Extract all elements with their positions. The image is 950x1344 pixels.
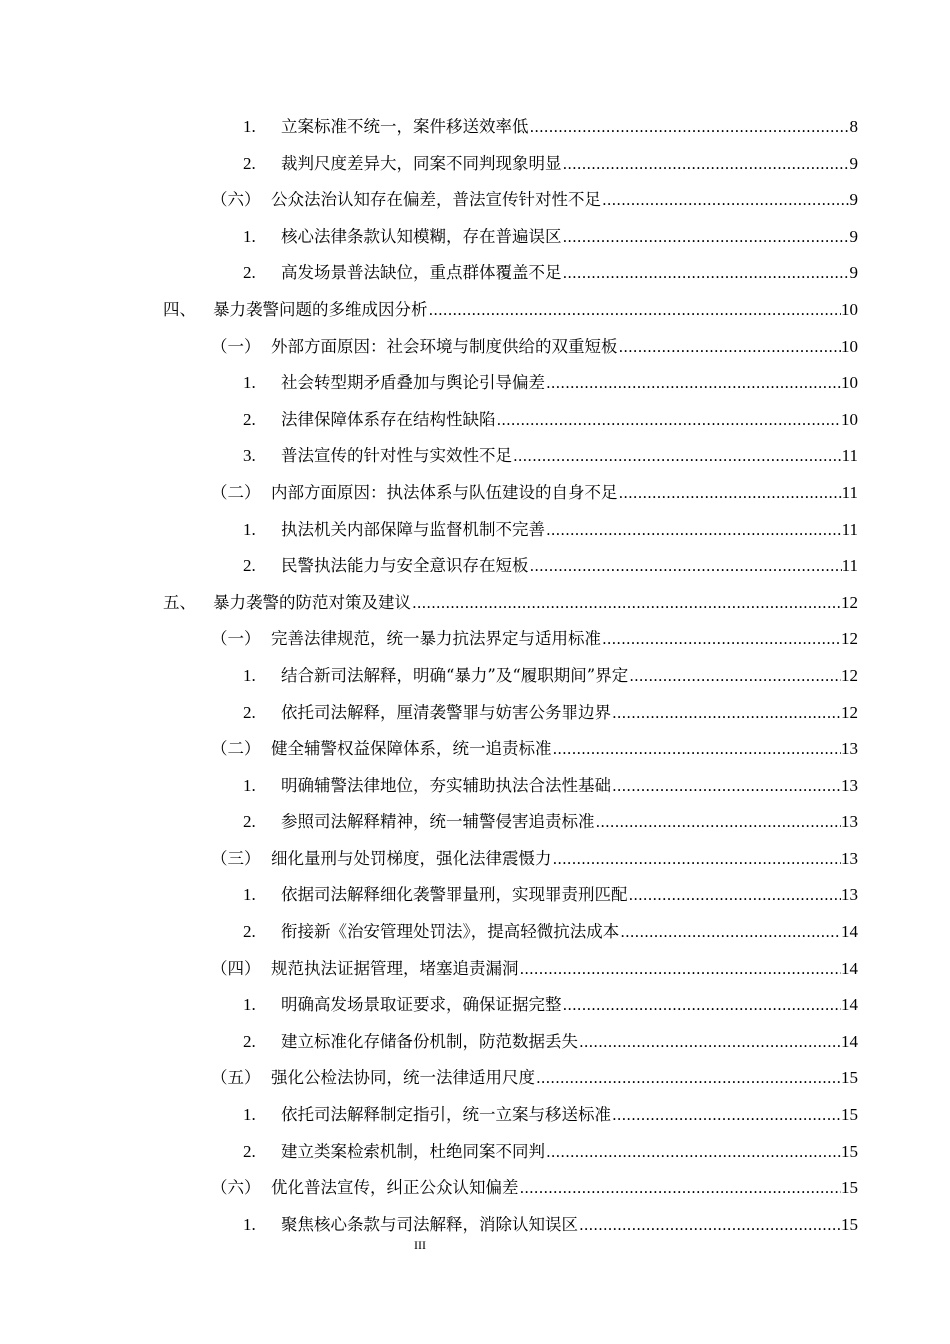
toc-entry-page: 9 bbox=[849, 226, 858, 246]
toc-entry-line bbox=[281, 1032, 858, 1052]
toc-entry-title: 细化量刑与处罚梯度，强化法律震慑力 bbox=[271, 848, 552, 868]
toc-entry-number: 五、 bbox=[163, 592, 196, 612]
toc-entry-line bbox=[281, 410, 858, 430]
dot-leader bbox=[546, 520, 842, 540]
toc-entry-number: 2. bbox=[243, 812, 256, 832]
toc-entry[interactable] bbox=[0, 951, 950, 988]
toc-entry[interactable] bbox=[0, 731, 950, 768]
toc-entry-title: 明确辅警法律地位，夯实辅助执法合法性基础 bbox=[281, 775, 611, 795]
toc-entry-number: （六） bbox=[211, 190, 261, 210]
dot-leader bbox=[412, 593, 841, 613]
toc-entry-title: 依托司法解释，厘清袭警罪与妨害公务罪边界 bbox=[281, 702, 611, 722]
toc-entry[interactable] bbox=[0, 658, 950, 695]
toc-entry[interactable] bbox=[0, 768, 950, 805]
toc-entry-title: 裁判尺度差异大，同案不同判现象明显 bbox=[281, 153, 562, 173]
dot-leader bbox=[612, 703, 841, 723]
toc-entry-number: 2. bbox=[243, 1031, 256, 1051]
toc-entry[interactable] bbox=[0, 548, 950, 585]
toc-entry-number: 2. bbox=[243, 556, 256, 576]
dot-leader bbox=[520, 1178, 842, 1198]
toc-entry-title: 衔接新《治安管理处罚法》，提高轻微抗法成本 bbox=[281, 922, 620, 942]
toc-entry-number: （一） bbox=[211, 336, 261, 356]
toc-entry[interactable] bbox=[0, 512, 950, 549]
toc-entry-title: 依据司法解释细化袭警罪量刑，实现罪责刑匹配 bbox=[281, 885, 628, 905]
toc-entry-line bbox=[213, 300, 858, 320]
dot-leader bbox=[520, 959, 842, 979]
toc-entry-page: 10 bbox=[841, 299, 858, 319]
toc-entry-title: 立案标准不统一，案件移送效率低 bbox=[281, 117, 529, 136]
toc-entry-page: 9 bbox=[849, 263, 858, 283]
toc-entry[interactable] bbox=[0, 841, 950, 878]
toc-entry-title: 民警执法能力与安全意识存在短板 bbox=[281, 556, 529, 576]
toc-entry-page: 12 bbox=[841, 665, 858, 685]
toc-entry-title: 外部方面原因：社会环境与制度供给的双重短板 bbox=[271, 336, 618, 356]
toc-entry[interactable] bbox=[0, 585, 950, 622]
toc-entry[interactable] bbox=[0, 219, 950, 256]
toc-entry-page: 13 bbox=[841, 739, 858, 759]
toc-entry-number: 1. bbox=[243, 226, 256, 246]
toc-entry-page: 14 bbox=[841, 922, 858, 942]
toc-entry-title: 核心法律条款认知模糊，存在普遍误区 bbox=[281, 226, 562, 246]
dot-leader bbox=[620, 922, 841, 942]
toc-entry-title: 完善法律规范，统一暴力抗法界定与适用标准 bbox=[271, 629, 601, 649]
toc-entry-line bbox=[281, 995, 858, 1015]
toc-entry-title: 规范执法证据管理，堵塞追责漏洞 bbox=[271, 958, 519, 978]
toc-entry-page: 15 bbox=[841, 1105, 858, 1125]
toc-entry-line bbox=[281, 1142, 858, 1162]
toc-entry-line bbox=[281, 263, 858, 283]
dot-leader bbox=[530, 556, 842, 576]
toc-entry[interactable] bbox=[0, 695, 950, 732]
toc-entry-title: 普法宣传的针对性与实效性不足 bbox=[281, 446, 512, 466]
toc-entry-title: 聚焦核心条款与司法解释，消除认知误区 bbox=[281, 1214, 578, 1234]
toc-entry-page: 15 bbox=[841, 1141, 858, 1161]
toc-entry-line bbox=[281, 922, 858, 942]
toc-entry-page: 11 bbox=[841, 446, 858, 466]
toc-entry-title: 优化普法宣传，纠正公众认知偏差 bbox=[271, 1178, 519, 1198]
toc-entry[interactable] bbox=[0, 255, 950, 292]
dot-leader bbox=[602, 190, 850, 210]
toc-entry-line bbox=[271, 337, 858, 357]
toc-entry-title: 法律保障体系存在结构性缺陷 bbox=[281, 409, 496, 429]
dot-leader bbox=[596, 812, 842, 832]
toc-entry-page: 11 bbox=[841, 519, 858, 539]
toc-entry-line bbox=[281, 117, 858, 137]
toc-entry[interactable] bbox=[0, 182, 950, 219]
toc-entry-title: 执法机关内部保障与监督机制不完善 bbox=[281, 519, 545, 539]
toc-entry-page: 13 bbox=[841, 885, 858, 905]
toc-entry-page: 11 bbox=[841, 556, 858, 576]
toc-entry-number: 2. bbox=[243, 263, 256, 283]
toc-entry-title: 内部方面原因：执法体系与队伍建设的自身不足 bbox=[271, 482, 618, 502]
toc-entry-number: （六） bbox=[211, 1178, 261, 1198]
toc-entry-title: 参照司法解释精神，统一辅警侵害追责标准 bbox=[281, 812, 595, 832]
toc-entry-number: 1. bbox=[243, 995, 256, 1015]
dot-leader bbox=[553, 849, 842, 869]
dot-leader bbox=[530, 117, 850, 137]
toc-entry-line bbox=[281, 556, 858, 576]
toc-entry-number: （二） bbox=[211, 482, 261, 502]
dot-leader bbox=[563, 227, 850, 247]
table-of-contents bbox=[0, 109, 950, 1243]
dot-leader bbox=[546, 1142, 841, 1162]
toc-entry-page: 11 bbox=[841, 482, 858, 502]
toc-entry[interactable] bbox=[0, 1060, 950, 1097]
toc-entry-title: 高发场景普法缺位，重点群体覆盖不足 bbox=[281, 263, 562, 283]
page-number-footer: III bbox=[414, 1238, 426, 1252]
toc-entry-line bbox=[281, 812, 858, 832]
toc-entry-title: 明确高发场景取证要求，确保证据完整 bbox=[281, 995, 562, 1015]
toc-entry-title: 健全辅警权益保障体系，统一追责标准 bbox=[271, 739, 552, 759]
toc-entry[interactable] bbox=[0, 365, 950, 402]
dot-leader bbox=[563, 995, 842, 1015]
toc-entry[interactable] bbox=[0, 1170, 950, 1207]
toc-entry-page: 14 bbox=[841, 958, 858, 978]
toc-entry-line bbox=[271, 1178, 858, 1198]
toc-entry-number: （五） bbox=[211, 1068, 261, 1088]
toc-entry-line bbox=[271, 190, 858, 210]
dot-leader bbox=[619, 483, 842, 503]
toc-entry-number: （三） bbox=[211, 848, 261, 868]
toc-entry[interactable] bbox=[0, 987, 950, 1024]
toc-entry-line bbox=[281, 703, 858, 723]
dot-leader bbox=[612, 776, 841, 796]
toc-entry-line bbox=[281, 666, 858, 686]
dot-leader bbox=[563, 154, 850, 174]
toc-entry-number: （二） bbox=[211, 739, 261, 759]
toc-entry-page: 10 bbox=[841, 373, 858, 393]
toc-entry-page: 9 bbox=[849, 190, 858, 210]
toc-entry-number: 1. bbox=[243, 1214, 256, 1234]
dot-leader bbox=[612, 1105, 841, 1125]
toc-entry-number: 1. bbox=[243, 665, 256, 685]
dot-leader bbox=[563, 263, 850, 283]
toc-entry-title: 依托司法解释制定指引，统一立案与移送标准 bbox=[281, 1105, 611, 1125]
toc-entry-title: 社会转型期矛盾叠加与舆论引导偏差 bbox=[281, 373, 545, 393]
toc-entry-line bbox=[271, 483, 858, 503]
toc-entry-page: 14 bbox=[841, 995, 858, 1015]
toc-entry-number: 1. bbox=[243, 775, 256, 795]
toc-entry-page: 15 bbox=[841, 1068, 858, 1088]
toc-entry-page: 15 bbox=[841, 1178, 858, 1198]
toc-entry-page: 10 bbox=[841, 336, 858, 356]
toc-entry-line bbox=[281, 520, 858, 540]
toc-entry-page: 15 bbox=[841, 1214, 858, 1234]
dot-leader bbox=[579, 1032, 841, 1052]
dot-leader bbox=[429, 300, 842, 320]
toc-entry-line bbox=[271, 959, 858, 979]
toc-entry-number: （四） bbox=[211, 958, 261, 978]
toc-entry-number: 1. bbox=[243, 885, 256, 905]
toc-entry-page: 10 bbox=[841, 409, 858, 429]
toc-entry[interactable] bbox=[0, 877, 950, 914]
toc-entry-page: 13 bbox=[841, 775, 858, 795]
toc-entry[interactable] bbox=[0, 1097, 950, 1134]
toc-entry-line bbox=[281, 1215, 858, 1235]
dot-leader bbox=[619, 337, 842, 357]
toc-entry-line bbox=[271, 629, 858, 649]
dot-leader bbox=[629, 885, 842, 905]
dot-leader bbox=[602, 629, 841, 649]
toc-entry-page: 14 bbox=[841, 1031, 858, 1051]
toc-entry-number: 2. bbox=[243, 702, 256, 722]
dot-leader bbox=[546, 373, 841, 393]
toc-entry-line bbox=[271, 739, 858, 759]
toc-entry-title: 暴力袭警的防范对策及建议 bbox=[213, 592, 411, 612]
toc-entry-line bbox=[271, 1068, 858, 1088]
toc-entry[interactable] bbox=[0, 402, 950, 439]
toc-entry[interactable] bbox=[0, 1024, 950, 1061]
toc-entry-line bbox=[281, 373, 858, 393]
toc-entry-line bbox=[281, 154, 858, 174]
toc-entry[interactable] bbox=[0, 804, 950, 841]
dot-leader bbox=[513, 446, 842, 466]
toc-entry-number: 1. bbox=[243, 519, 256, 539]
toc-entry-title: 公众法治认知存在偏差，普法宣传针对性不足 bbox=[271, 190, 601, 210]
toc-entry-number: 3. bbox=[243, 446, 256, 466]
toc-entry-title: 结合新司法解释，明确“暴力”及“履职期间”界定 bbox=[281, 665, 629, 685]
toc-entry-number: 2. bbox=[243, 922, 256, 942]
toc-entry-page: 13 bbox=[841, 848, 858, 868]
toc-entry-title: 建立类案检索机制，杜绝同案不同判 bbox=[281, 1141, 545, 1161]
toc-entry-page: 12 bbox=[841, 702, 858, 722]
toc-entry-number: 2. bbox=[243, 409, 256, 429]
toc-entry-title: 暴力袭警问题的多维成因分析 bbox=[213, 299, 428, 319]
toc-entry[interactable] bbox=[0, 146, 950, 183]
toc-entry-title: 建立标准化存储备份机制，防范数据丢失 bbox=[281, 1031, 578, 1051]
toc-entry-line bbox=[281, 1105, 858, 1125]
dot-leader bbox=[497, 410, 842, 430]
toc-entry-page: 12 bbox=[841, 629, 858, 649]
toc-entry-page: 9 bbox=[849, 153, 858, 173]
dot-leader bbox=[536, 1068, 841, 1088]
toc-entry-line bbox=[281, 446, 858, 466]
toc-entry[interactable] bbox=[0, 438, 950, 475]
toc-entry-number: 1. bbox=[243, 1105, 256, 1125]
toc-entry-line bbox=[281, 227, 858, 247]
toc-entry[interactable] bbox=[0, 1134, 950, 1171]
toc-entry[interactable] bbox=[0, 109, 950, 146]
toc-entry[interactable] bbox=[0, 621, 950, 658]
toc-entry-number: 2. bbox=[243, 1141, 256, 1161]
toc-entry-line bbox=[281, 885, 858, 905]
toc-entry-page: 12 bbox=[841, 592, 858, 612]
dot-leader bbox=[553, 739, 842, 759]
toc-entry-page: 8 bbox=[849, 117, 858, 136]
dot-leader bbox=[629, 666, 841, 686]
toc-entry-number: 四、 bbox=[163, 299, 196, 319]
toc-entry-line bbox=[213, 593, 858, 613]
dot-leader bbox=[579, 1215, 841, 1235]
toc-entry-title: 强化公检法协同，统一法律适用尺度 bbox=[271, 1068, 535, 1088]
toc-entry-line bbox=[271, 849, 858, 869]
toc-entry-number: 2. bbox=[243, 153, 256, 173]
toc-entry-page: 13 bbox=[841, 812, 858, 832]
toc-entry-line bbox=[281, 776, 858, 796]
toc-entry-number: 1. bbox=[243, 117, 256, 136]
toc-entry-number: 1. bbox=[243, 373, 256, 393]
toc-entry[interactable] bbox=[0, 329, 950, 366]
toc-entry[interactable] bbox=[0, 292, 950, 329]
toc-entry-number: （一） bbox=[211, 629, 261, 649]
toc-entry[interactable] bbox=[0, 475, 950, 512]
toc-entry[interactable] bbox=[0, 914, 950, 951]
